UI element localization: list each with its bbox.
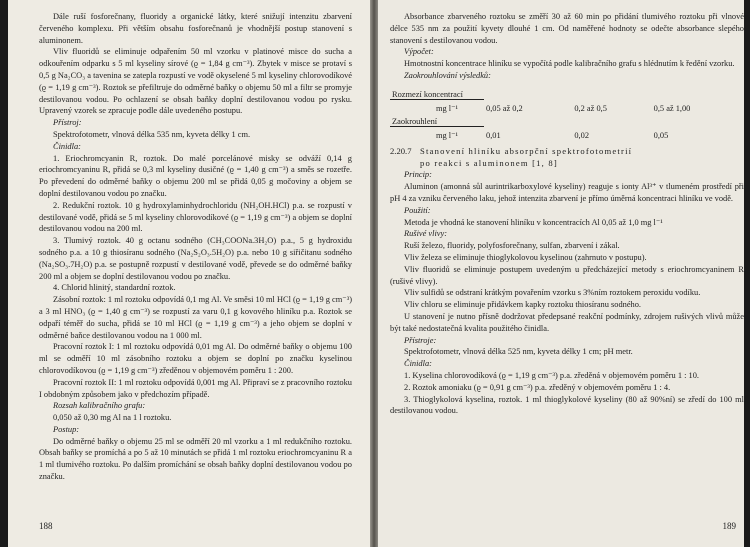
subheading: Princip: [404, 170, 432, 180]
paragraph: Ruší železo, fluoridy, polyfosforečnany, sulfan, zbarvení i zákal. [404, 241, 620, 251]
paragraph: 1. Kyselina chlorovodíková (ϱ = 1,19 g cm⁻³) p.a. zředěná v objemovém poměru 1 : 10. [404, 370, 700, 380]
table-cell: 0,01 [486, 130, 501, 140]
table-label: Zaokrouhlení [390, 113, 484, 127]
section-title: Stanovení hliníku absorpční spektrofotometrií [420, 145, 633, 156]
subheading: Přístroj: [53, 118, 82, 128]
right-page-text [390, 169, 744, 417]
paragraph: Spektrofotometr, vlnová délka 535 nm, kyveta délky 1 cm. [53, 129, 251, 139]
paragraph: Pracovní roztok I: 1 ml roztoku odpovídá 0,01 mg Al. Do odměrné baňky o objemu 100 ml se odměří 10 ml zásobního roztoku a objem se doplní po značku kyselinou chlorovodíkovou (ϱ = 1,19 g cm⁻³) zředěnou v objemovém poměru 1 : 200. [39, 342, 352, 375]
subheading: Rušivé vlivy: [404, 229, 448, 239]
left-page-text [39, 11, 352, 483]
paragraph: Vliv železa se eliminuje thioglykolovou kyselinou (zahrnuto v postupu). [404, 252, 647, 262]
paragraph: Vliv chloru se eliminuje přidávkem kapky roztoku thiosíranu sodného. [404, 300, 642, 310]
left-page [8, 0, 370, 547]
paragraph: Pracovní roztok II: 1 ml roztoku odpovídá 0,001 mg Al. Připraví se z pracovního roztoku I obdobným způsobem jako v předchozím případě. [39, 377, 352, 399]
subheading: Rozsah kalibračního grafu: [53, 401, 146, 411]
subheading: Činidla: [53, 141, 81, 151]
section-heading [390, 146, 744, 170]
paragraph: Zásobní roztok: 1 ml roztoku odpovídá 0,1 mg Al. Ve směsi 10 ml HCl (ϱ = 1,19 g cm⁻³) a 3 ml HNO₃ (ϱ = 1,40 g cm⁻³) se rozpustí za varu 0,1 g kovového hliníku p.a. Roztok se odpaří téměř do sucha, přidá se 10 ml HCl (ϱ = 1,19 g cm⁻³) a jeho objem se doplní v odměrné baňce destilovanou vodou na 1 000 ml. [39, 295, 352, 340]
book-gutter [370, 0, 378, 547]
paragraph: 2. Roztok amoniaku (ϱ = 0,91 g cm⁻³) p.a. zředěný v objemovém poměru 1 : 4. [404, 382, 671, 392]
subheading: Přístroje: [404, 335, 437, 345]
subheading: Postup: [53, 424, 80, 434]
paragraph: 3. Tlumivý roztok. 40 g octanu sodného (CH₃COONa.3H₂O) p.a., 5 g hydroxidu sodného p.a. a 10 g thiosíranu sodného (Na₂S₂O₃.5H₂O) p.a. nebo 10 g siřičitanu sodného (Na₂SO₃.7H₂O) p.a. se postupně rozpustí v destilované vodě, převede se do odměrné baňky 200 ml a objem se doplní destilovanou vodou po značku. [39, 236, 352, 281]
paragraph: Vliv fluoridů se eliminuje odpařením 50 ml vzorku v platinové misce do sucha a odkouřením odparku s 5 ml kyseliny sírové (ϱ = 1,84 g cm⁻³). Zbytek v misce se protaví s 0,5 g Na₂CO₃ a tavenina se zatepla rozpustí ve vodě okyselené 5 ml kyseliny chlorovodíkové (ϱ = 1,19 g cm⁻³). Roztok se přefiltruje do odměrné baňky o objemu 50 ml a filtr se promyje destilovanou vodou. Po ochlazení se obsah baňky doplní destilovanou vodou po rysku. Upravený vzorek se zpracuje podle dále uvedeného postupu. [39, 47, 352, 116]
page-number-left: 188 [39, 521, 53, 531]
table-unit: mg l⁻¹ [436, 103, 459, 113]
paragraph: Spektrofotometr, vlnová délka 525 nm, kyveta délky 1 cm; pH metr. [404, 347, 633, 357]
paragraph: Do odměrné baňky o objemu 25 ml se odměří 20 ml vzorku a 1 ml redukčního roztoku. Obsah baňky se promíchá a po 5 až 10 minutách se přidá 1 ml roztoku eriochromcyaninu R a 1 ml tlumivého roztoku. Po dalším promíchání se obsah baňky doplní destilovanou vodou po značku. [39, 436, 352, 482]
table-row [390, 113, 740, 127]
table-cell: 0,05 [653, 130, 669, 140]
paragraph: U stanovení je nutno přísně dodržovat předepsané reakční podmínky, zdrojem rušivých vlivů může být také nedostatečná kvalita použitého činidla. [390, 311, 744, 333]
paragraph: Absorbance zbarveného roztoku se změří 30 až 60 min po přidání tlumivého roztoku při vlnové délce 535 nm za použití kyvety dlouhé 1 cm. Od naměřené hodnoty se odečte absorbance slepého stanovení s destilovanou vodou. [390, 12, 744, 45]
paragraph: Dále ruší fosforečnany, fluoridy a organické látky, které snižují intenzitu zbarvení červeného komplexu. Při větším obsahu fosforečnanů je vhodnější postup stanovení s aluminonem. [39, 12, 352, 45]
paragraph: 4. Chlorid hlinitý, standardní roztok. [53, 283, 176, 293]
subheading: Výpočet: [404, 47, 434, 57]
paragraph: 0,050 až 0,30 mg Al na 1 l roztoku. [53, 413, 172, 423]
page-number-right: 189 [722, 521, 736, 531]
table-row [390, 86, 740, 100]
paragraph: Aluminon (amonná sůl aurintrikarboxylové kyseliny) reaguje s ionty Al³⁺ v tlumeném prostředí při pH 4 za vzniku červeného laku, jehož intenzita zbarvení je přímo úměrná koncentraci hliníku ve vodě. [390, 182, 744, 203]
paragraph: 2. Redukční roztok. 10 g hydroxylaminhydrochloridu (NH₂OH.HCl) p.a. se rozpustí v destilované vodě, přidá se 5 ml kyseliny chlorovodíkové (ϱ = 1,19 g cm⁻³) a objem se doplní destilovanou vodou na 200 ml. [39, 200, 352, 234]
paragraph: Vliv fluoridů se eliminuje postupem uvedeným u předcházející metody s eriochromcyaninem R (rušivé vlivy). [390, 264, 744, 286]
section-number: 2.20.7 [390, 145, 412, 156]
subheading: Použití: [404, 205, 431, 215]
section-title-line2: po reakci s aluminonem [1, 8] [420, 157, 558, 168]
right-page-intro [390, 11, 744, 82]
paragraph: Metoda je vhodná ke stanovení hliníku v koncentracích Al 0,05 až 1,0 mg l⁻¹ [404, 217, 663, 227]
paragraph: Vliv sulfidů se odstraní krátkým povařením vzorku s 3%ním roztokem peroxidu vodíku. [404, 288, 701, 298]
right-page [378, 0, 744, 547]
table-label: Rozmezí koncentrací [390, 86, 484, 100]
subheading: Zaokrouhlování výsledků: [404, 70, 491, 80]
rounding-table [390, 86, 740, 140]
table-unit: mg l⁻¹ [436, 130, 459, 140]
table-cell: 0,5 až 1,00 [653, 103, 691, 113]
paragraph: 3. Thioglykolová kyselina, roztok. 1 ml thioglykolové kyseliny (80 až 90%ní) se zředí do 100 ml destilovanou vodou. [390, 394, 744, 416]
table-cell: 0,2 až 0,5 [574, 103, 607, 113]
table-cell: 0,02 [574, 130, 590, 140]
paragraph: Hmotnostní koncentrace hliníku se vypočítá podle kalibračního grafu s hlédnutím k ředění vzorku. [404, 59, 735, 69]
table-cell: 0,05 až 0,2 [486, 103, 523, 113]
paragraph: 1. Eriochromcyanin R, roztok. Do malé porcelánové misky se odváží 0,14 g eriochromcyaninu R, přidá se 0,3 ml kyseliny dusičné (ϱ = 1,40 g cm⁻³) a směs se rozetře. Po převedení do odměrné baňky o objemu 200 ml se přidá 0,05 g močoviny a objem se doplní destilovanou vodou po značku. [39, 153, 352, 198]
subheading: Činidla: [404, 359, 432, 369]
